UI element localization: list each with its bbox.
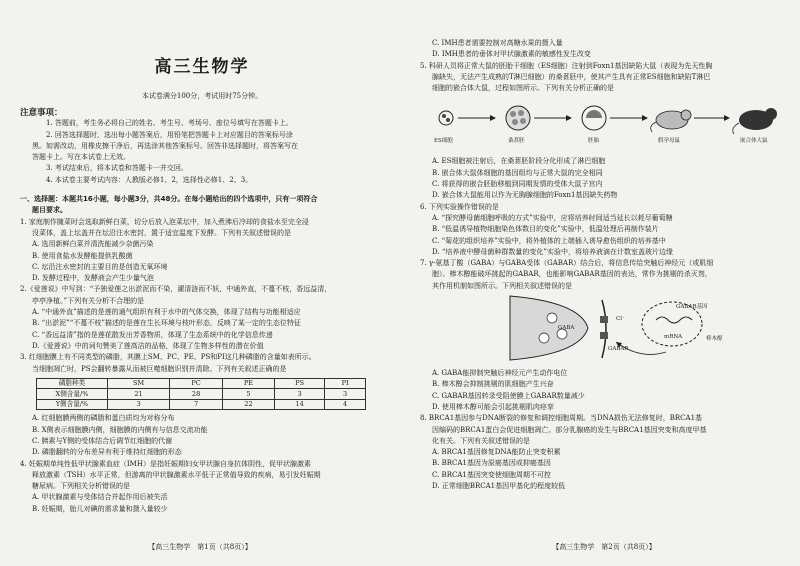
table-cell: 3 [274,389,324,400]
note-line: 黑。如需改动，用橡皮擦干净后，再选涂其他答案标号。回答非选择题时，将答案写在 [32,141,298,150]
option: D. 正常细胞BRCA1基因甲基化的程度较低 [432,482,566,491]
page-footer: 【高三生物学 第1页（共8页）】 [148,543,252,551]
option: D.《爱莲说》中的词句赞美了莲高洁的品格，体现了生物多样性的潜在价值 [32,341,264,350]
question-8: 8. BRCA1基因参与DNA断裂的修复和调控细胞周期。当DNA损伤无法修复时，BRCA1基 [420,414,703,423]
question-3-cont: 当细胞凋亡时，PS会翻转暴露从而被巨噬细胞识别并清除。下列有关叙述正确的是 [32,364,287,373]
table-cell: Y侧含量/% [37,399,108,410]
option: C. 胰素与Y侧的受体结合后调节红细胞的代谢 [32,436,173,445]
option: B. 使用食盐水发酵能提供乳酸菌 [32,251,133,260]
option: C. 将获得的嵌合胚胎移植到同期发情的受体大鼠子宫内 [432,180,603,189]
page-2 [408,0,800,566]
fig7-label: GABAR基因 [676,304,708,311]
table-header: PE [223,378,275,389]
embryo-icon [582,106,606,130]
table-cell: 3 [108,399,170,410]
question-5-cont: 细胞的嵌合体大鼠，过程如图所示。下列有关分析正确的是 [432,84,614,93]
fig7-label: Cl⁻ [616,316,625,323]
table-cell: 14 [274,399,324,410]
notes-list [20,118,384,186]
gaba-mechanism-figure [420,294,786,366]
option: C. 坛沿注水密封的主要目的是创造无氧环境 [32,262,168,271]
fig7-label: GABAR [608,346,629,353]
exam-info: 本试卷满分100分，考试用时75分钟。 [141,92,263,100]
chimera-process-svg [420,96,786,154]
table-header: PS [274,378,324,389]
table-row [37,399,366,410]
table-header: 磷脂种类 [37,378,108,389]
note-line: 1. 答题前，考生务必将自己的姓名、考生号、考场号、座位号填写在答题卡上。 [46,119,293,128]
question-8-cont: 因编码的BRCA1蛋白会促进细胞凋亡。部分乳腺癌的发生与BRCA1基因突变和高度甲基 [432,425,707,434]
option: B. 嵌合体大鼠体细胞的基因组均与正常大鼠的完全相同 [432,168,603,177]
question-5: 5. 科研人员将正常大鼠的胚胎干细胞（ES细胞）注射到Foxn1基因缺陷大鼠（表现为先天性胸 [420,61,713,70]
fig5-label: 嵌合体大鼠 [740,138,768,145]
table-header: PI [325,378,366,389]
question-3: 3. 红细胞膜上有不同类型的磷脂，其膜上SM、PC、PE、PS和PI这几种磷脂的含量如表所示。 [20,353,316,362]
option: B. X侧表示细胞膜内侧，细胞膜的内侧有与信息交流功能 [32,425,208,434]
chimera-process-figure [420,96,786,154]
section-heading: 一、选择题：本题共16小题，每小题3分，共48分。在每小题给出的四个选项中，只有一项符合 [20,195,318,204]
morula-icon [506,106,530,130]
table-row [37,389,366,400]
table-cell: 4 [325,399,366,410]
option: D. IMH患者的垂体对甲状腺激素的敏感性发生改变 [432,50,591,59]
table-header-row [37,378,366,389]
question-2-cont: 亭亭净植。”下列有关分析不合理的是 [32,296,145,305]
table-cell: 21 [108,389,170,400]
option: A. 选用新鲜白菜并清洗能减少杂菌污染 [32,240,154,249]
question-4-cont: 糖尿病。下列相关分析错误的是 [32,482,130,491]
question-1-cont: 没菜体，盖上坛盖并在坛沿注水密封，置于适宜温度下发酵。下列有关叙述错误的是 [32,228,291,237]
question-4-cont: 释放激素（TSH）水平正常，但游离的甲状腺激素水平低于正常值导致的疾病，易引发妊娠期 [32,470,321,479]
table-cell: X侧含量/% [37,389,108,400]
fig7-label: GABA [558,325,575,332]
option: D. 使用棒木醇可能会引起挑剔肌肉痉挛 [432,402,554,411]
option: B. “出淤泥”“不蔓不枝”描述的是莲在生长环境与枝叶形态，反映了某一定的生态位特征 [32,319,301,328]
phospholipid-table [36,378,366,411]
chimera-mouse-icon [733,108,777,134]
fig7-label: 棒木醇 [706,336,723,343]
question-8-cont: 化有关。下列有关叙述错误的是 [432,436,530,445]
question-7-cont: 胞）。棒木醇能破坏挑起的GABAR，也能影响GABAR基因的表达，常作为挑剔的杀灭剂， [432,270,712,279]
option: C. BRCA1基因突变使细胞周期不可控 [432,470,551,479]
table-cell: 7 [170,399,223,410]
option: A. ES细胞被注射后，在桑葚胚阶段分化形成了淋巴细胞 [432,157,606,166]
option: D. 磷脂翻转的分布差异有利于维持红细胞的形态 [32,448,182,457]
option: C. GABAR基因转录受阻使膜上GABAR数量减少 [432,391,585,400]
postsynaptic-membrane-icon [600,300,608,358]
option: A. “中通外直”描述的是莲的通气组织有利于水中的气体交换，体现了结构与功能相适应 [32,308,301,317]
table-header: SM [108,378,170,389]
question-4: 4. 妊娠期单纯性低甲状腺素血症（IMH）是指妊娠期妇女甲状腺自身抗体阴性，促甲状腺激素 [20,459,311,468]
table-cell: 5 [223,389,275,400]
table-cell: 28 [170,389,223,400]
question-2: 2.《爱莲说》中写到：“予独爱莲之出淤泥而不染，濯清涟而不妖，中通外直，不蔓不枝，香远益清， [20,285,332,294]
option: C. “菊花的组织培养”实验中，将外植体的上端插入诱导愈伤组织的培养基中 [432,236,666,245]
fig5-label: 假孕母鼠 [658,138,681,145]
option: B. 棒木醇会抑制挑剔的肌细胞产生兴奋 [432,380,554,389]
option: A. 甲状腺激素与受体结合并起作用后被失活 [32,493,168,502]
option: D. 发酵过程中，发酵液会产生少量气泡 [32,274,154,283]
option: A. 红细胞膜两侧的磷脂和蛋白质均为对称分布 [32,414,175,423]
option: A. BRCA1基因修复DNA能防止突变积累 [432,448,561,457]
question-1: 1. 家庭制作腌菜时会选取新鲜白菜，切分后放入泡菜坛中，加入煮沸后冷却的食盐水至完全浸 [20,217,309,226]
note-line: 2. 回答选择题时，选出每小题答案后，用铅笔把答题卡上对应题目的答案标号涂 [46,130,293,139]
fig7-label: mRNA [664,334,683,341]
section-heading-cont: 题目要求。 [32,206,67,215]
option: D. 嵌合体大鼠能用以作为无胸腺细胞的Foxn1基因缺失药物 [432,191,618,200]
notes-heading: 注意事项： [20,108,63,119]
note-line: 3. 考试结束后，将本试卷和答题卡一并交回。 [46,164,188,173]
question-7-cont: 其作用机制如图所示。下列相关叙述错误的是 [432,281,572,290]
option: A. GABA能抑制突触后神经元产生动作电位 [432,369,568,378]
presynaptic-terminal-icon [510,296,588,360]
table-cell: 3 [325,389,366,400]
option: C. “香远益清”指的是莲花散发出芳香物质，体现了生态系统中的化学信息传递 [32,330,273,339]
question-6: 6. 下列实验操作错误的是 [420,202,499,211]
option: B. BRCA1基因为原癌基因或抑癌基因 [432,459,551,468]
note-line: 4. 本试卷主要考试内容：人教版必修1、2，选择性必修1、2、3。 [46,175,253,184]
option: A. “探究酵母菌细胞呼吸的方式”实验中，应将培养时间适当延长以耗尽葡萄糖 [432,213,673,222]
page-footer: 【高三生物学 第2页（共8页）】 [552,543,656,551]
fig5-label: ES细胞 [434,138,453,145]
table-header: PC [170,378,223,389]
option: B. 妊娠期，胎儿对碘的需求量和摄入量较少 [32,504,168,513]
fig5-label: 桑葚胚 [508,138,525,145]
table-cell: 22 [223,399,275,410]
exam-title: 高三生物学 [154,57,250,77]
question-5-cont: 腺缺失，无法产生成熟的T淋巴细胞）的桑葚胚中，使其产生具有正常ES细胞和缺陷T淋巴 [432,72,711,81]
fig5-label: 胚胎 [588,138,600,145]
option: C. IMH患者需要控制对高糖水果的摄入量 [432,39,563,47]
pseudopregnant-mouse-icon [651,110,691,132]
gaba-mechanism-svg [420,294,786,366]
note-line: 答题卡上。写在本试卷上无效。 [32,153,130,162]
option: B. “低温诱导植物细胞染色体数目的变化”实验中，低温处理后再制作装片 [432,225,659,234]
es-cell-icon [439,111,453,125]
question-7: 7. γ-氨基丁酸（GABA）与GABA受体（GABAR）结合后，将信息传给突触后神经元（或肌细 [420,259,714,268]
option: D. “培养液中酵母菌种群数量的变化”实验中，将培养液滴在计数室盖玻片边缘 [432,247,673,256]
